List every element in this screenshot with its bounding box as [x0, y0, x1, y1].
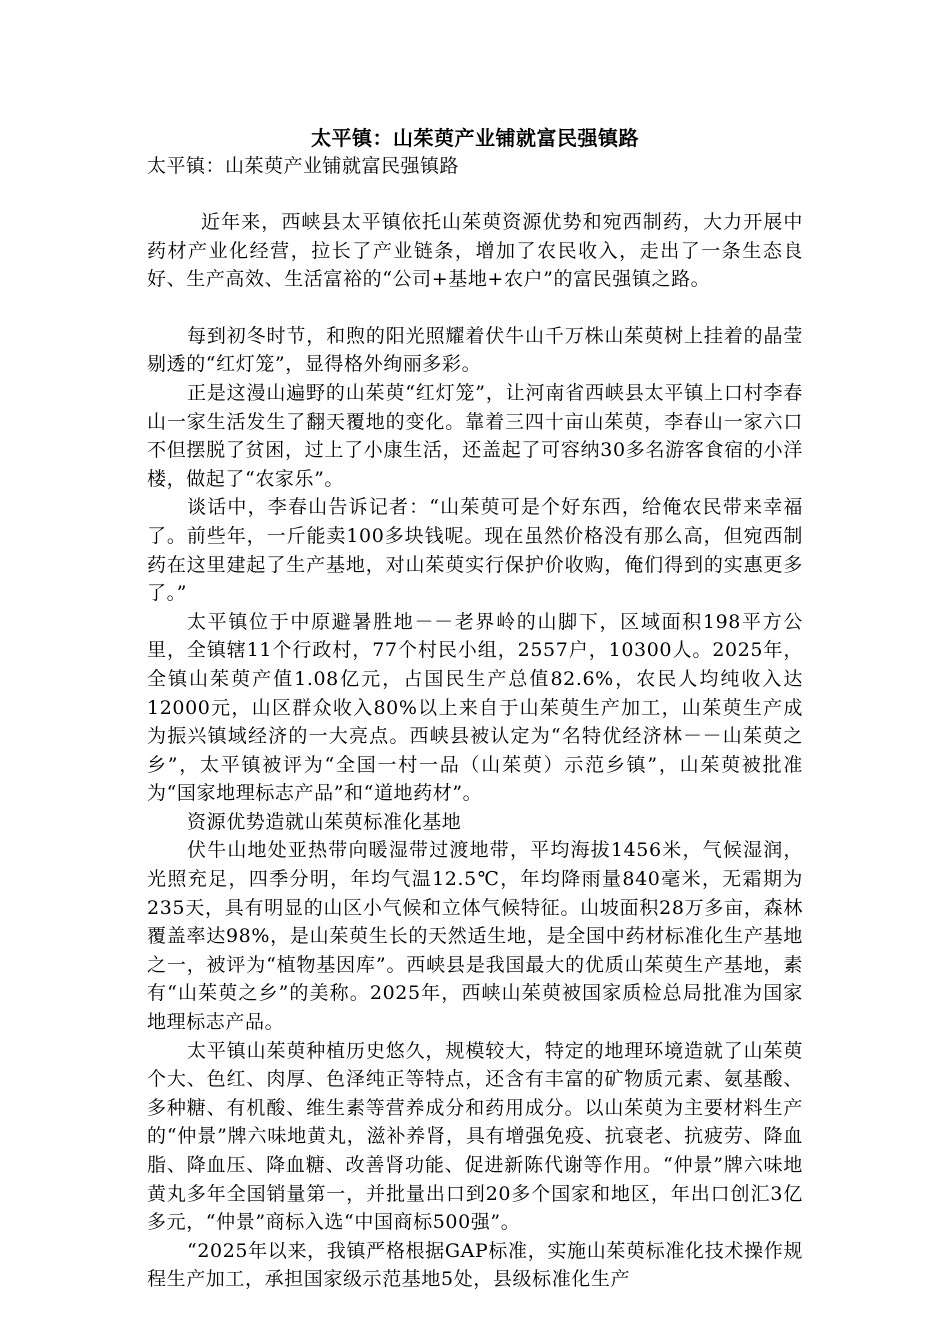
paragraph: 伏牛山地处亚热带向暖湿带过渡地带，平均海拔1456米，气候湿润，光照充足，四季分明，年均气温12.5℃，年均降雨量840毫米，无霜期为235天，具有明显的山区小气候和立体气候特征。山坡面积28万多亩，森林覆盖率达98%，是山茱萸生长的天然适生地，是全国中药材标准化生产基地之一，被评为“植物基因库”。西峡县是我国最大的优质山茱萸生产基地，素有“山茱萸之乡”的美称。2025年，西峡山茱萸被国家质检总局批准为国家地理标志产品。 — [147, 839, 803, 1034]
document-subtitle: 太平镇：山茱萸产业铺就富民强镇路 — [147, 155, 460, 177]
paragraph: 太平镇山茱萸种植历史悠久，规模较大，特定的地理环境造就了山茱萸个大、色红、肉厚、色泽纯正等特点，还含有丰富的矿物质元素、氨基酸、多种糖、有机酸、维生素等营养成分和药用成分。以山茱萸为主要材料生产的“仲景”牌六味地黄丸，滋补养肾，具有增强免疫、抗衰老、抗疲劳、降血脂、降血压、降血糖、改善肾功能、促进新陈代谢等作用。“仲景”牌六味地黄丸多年全国销量第一，并批量出口到20多个国家和地区，年出口创汇3亿多元，“仲景”商标入选“中国商标500强”。 — [147, 1039, 803, 1234]
document-page — [147, 124, 803, 1294]
paragraph: 太平镇位于中原避暑胜地－－老界岭的山脚下，区域面积198平方公里，全镇辖11个行政村，77个村民小组，2557户，10300人。2025年，全镇山茱萸产值1.08亿元，占国民生产总值82.6%，农民人均纯收入达12000元，山区群众收入80%以上来自于山茱萸生产加工，山茱萸生产成为振兴镇域经济的一大亮点。西峡县被认定为“名特优经济林－－山茱萸之乡”，太平镇被评为“全国一村一品（山茱萸）示范乡镇”，山茱萸被批准为“国家地理标志产品”和“道地药材”。 — [147, 610, 803, 805]
blank-line — [147, 180, 803, 208]
section-heading: 资源优势造就山茱萸标准化基地 — [187, 810, 462, 833]
paragraph: 谈话中，李春山告诉记者：“山茱萸可是个好东西，给俺农民带来幸福了。前些年，一斤能卖100多块钱呢。现在虽然价格没有那么高，但宛西制药在这里建起了生产基地，对山茱萸实行保护价收购，俺们得到的实惠更多了。” — [147, 496, 803, 605]
paragraph: 正是这漫山遍野的山茱萸“红灯笼”，让河南省西峡县太平镇上口村李春山一家生活发生了翻天覆地的变化。靠着三四十亩山茱萸，李春山一家六口不但摆脱了贫困，过上了小康生活，还盖起了可容纳30多名游客食宿的小洋楼，做起了“农家乐”。 — [147, 381, 803, 490]
paragraph: 每到初冬时节，和煦的阳光照耀着伏牛山千万株山茱萸树上挂着的晶莹剔透的“红灯笼”，显得格外绚丽多彩。 — [147, 324, 803, 376]
paragraph-intro: 近年来，西峡县太平镇依托山茱萸资源优势和宛西制药，大力开展中药材产业化经营，拉长了产业链条，增加了农民收入，走出了一条生态良好、生产高效、生活富裕的“公司+基地+农户”的富民强镇之路。 — [147, 211, 803, 291]
document-title: 太平镇：山茱萸产业铺就富民强镇路 — [311, 126, 639, 150]
paragraph: “2025年以来，我镇严格根据GAP标准，实施山茱萸标准化技术操作规程生产加工，承担国家级示范基地5处，县级标准化生产 — [147, 1239, 803, 1291]
